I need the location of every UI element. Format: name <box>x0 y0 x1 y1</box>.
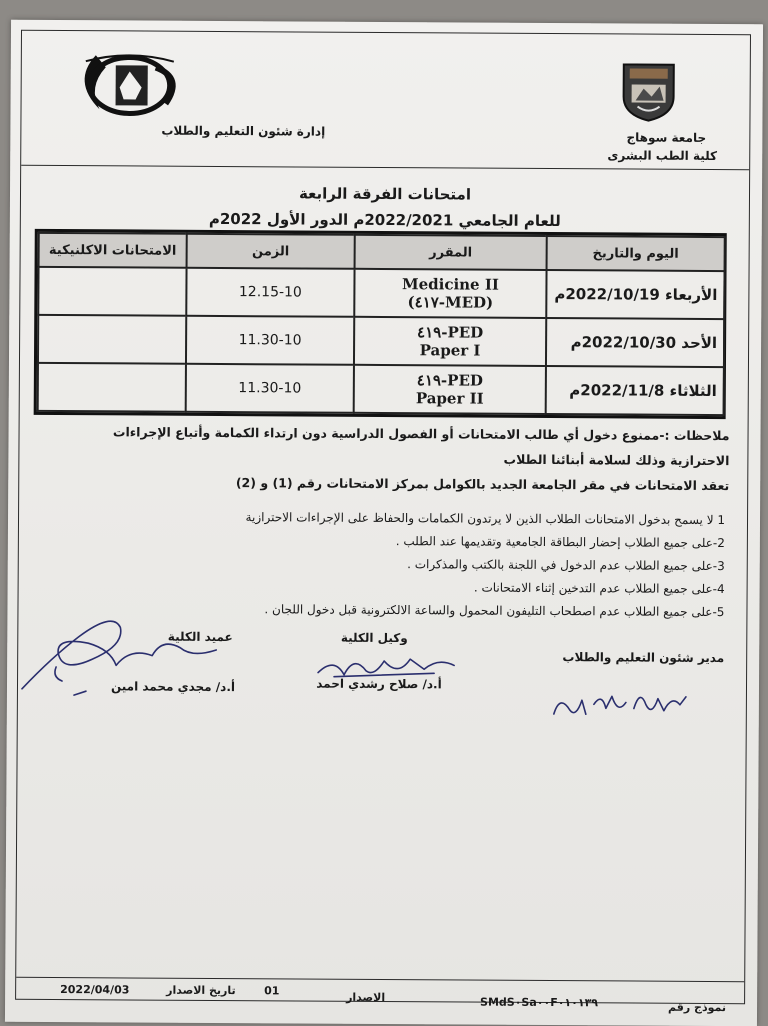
director-title: مدير شئون التعليم والطلاب <box>562 650 725 666</box>
header-time: الزمن <box>187 234 355 269</box>
exam-schedule-table <box>34 229 727 419</box>
dean-title: عميد الكلية <box>167 629 233 645</box>
header-course: المقرر <box>355 235 547 270</box>
issue-label: الاصدار <box>346 990 386 1005</box>
cell-clinical <box>38 315 186 364</box>
university-name: جامعة سوهاج <box>626 130 707 145</box>
cell-course <box>354 317 546 366</box>
form-label: نموذج رقم <box>668 1000 727 1015</box>
list-item: 4-على جميع الطلاب عدم التدخين إثناء الامتحانات . <box>473 580 725 597</box>
cell-time: 11.30-10 <box>186 316 354 365</box>
cell-clinical <box>38 267 186 316</box>
document-subtitle: للعام الجامعي 2022/2021م الدور الأول 2022م <box>208 209 561 231</box>
cell-time: 12.15-10 <box>186 268 354 317</box>
cell-day-date: الأربعاء 2022/10/19م <box>546 270 724 319</box>
cell-clinical <box>38 363 186 412</box>
note-line: تعقد الامتحانات في مقر الجامعة الجديد بالكوامل بمركز الامتحانات رقم (1) و (2) <box>235 475 730 494</box>
table-row <box>38 315 724 367</box>
table-row <box>38 267 724 319</box>
footer-divider <box>16 977 744 982</box>
dean-name: أ.د/ مجدي محمد امين <box>110 679 236 695</box>
cell-time: 11.30-10 <box>186 364 354 413</box>
header-clinical-exams: الامتحانات الاكلنيكية <box>39 233 187 268</box>
form-code: SMdS٠Sa٠٠F٠١٠١٣٩ <box>480 995 599 1010</box>
course-name: Paper II <box>415 389 484 408</box>
vice-dean-name: أ.د/ صلاح رشدي احمد <box>316 676 442 692</box>
list-item: 2-على جميع الطلاب إحضار البطاقة الجامعية وتقديمها عند الطلب . <box>395 534 725 551</box>
notes-block <box>49 419 729 498</box>
table-row <box>38 363 724 415</box>
document-title: امتحانات الفرقة الرابعة <box>298 184 472 204</box>
note-line: ملاحظات :-ممنوع دخول أي طالب الامتحانات أو الفصول الدراسية دون ارتداء الكمامة وأتباع الإجراءات <box>112 424 730 444</box>
header-day-date: اليوم والتاريخ <box>547 236 725 271</box>
cell-course <box>354 269 546 318</box>
faculty-logo-icon <box>65 47 189 122</box>
issue-date-value: 2022/04/03 <box>60 983 130 997</box>
issue-number: 01 <box>264 984 280 998</box>
department-name: إدارة شئون التعليم والطلاب <box>161 123 326 139</box>
vice-dean-title: وكيل الكلية <box>340 630 408 646</box>
course-code: PED-٤١٩ <box>417 323 484 342</box>
table-header-row <box>39 233 725 271</box>
course-code: PED-٤١٩ <box>416 371 483 390</box>
list-item: 5-على جميع الطلاب عدم اصطحاب التليفون المحمول والساعة الالكترونية قبل دخول اللجان . <box>264 602 725 620</box>
document-frame <box>15 30 751 1015</box>
list-item: 1 لا يسمح بدخول الامتحانات الطلاب الذين لا يرتدون الكمامات والحفاظ على الإجراءات الاحترازية <box>245 510 726 528</box>
university-seal-icon <box>615 56 681 122</box>
header-divider <box>21 165 749 170</box>
cell-course <box>354 365 546 414</box>
faculty-name: كلية الطب البشرى <box>607 148 718 164</box>
course-name: Paper I <box>419 341 481 360</box>
cell-day-date: الأحد 2022/10/30م <box>546 318 724 367</box>
director-signature <box>546 674 696 725</box>
course-name: Medicine II <box>401 275 499 294</box>
document-page <box>5 20 763 1026</box>
list-item: 3-على جميع الطلاب عدم الدخول في اللجنة بالكتب والمذكرات . <box>407 557 725 574</box>
note-line: الاحترازية وذلك لسلامة أبنائنا الطلاب <box>503 451 730 469</box>
course-code: (MED-٤١٧) <box>407 293 494 312</box>
cell-day-date: الثلاثاء 2022/11/8م <box>546 366 724 415</box>
issue-date-label: تاريخ الاصدار <box>166 983 236 998</box>
